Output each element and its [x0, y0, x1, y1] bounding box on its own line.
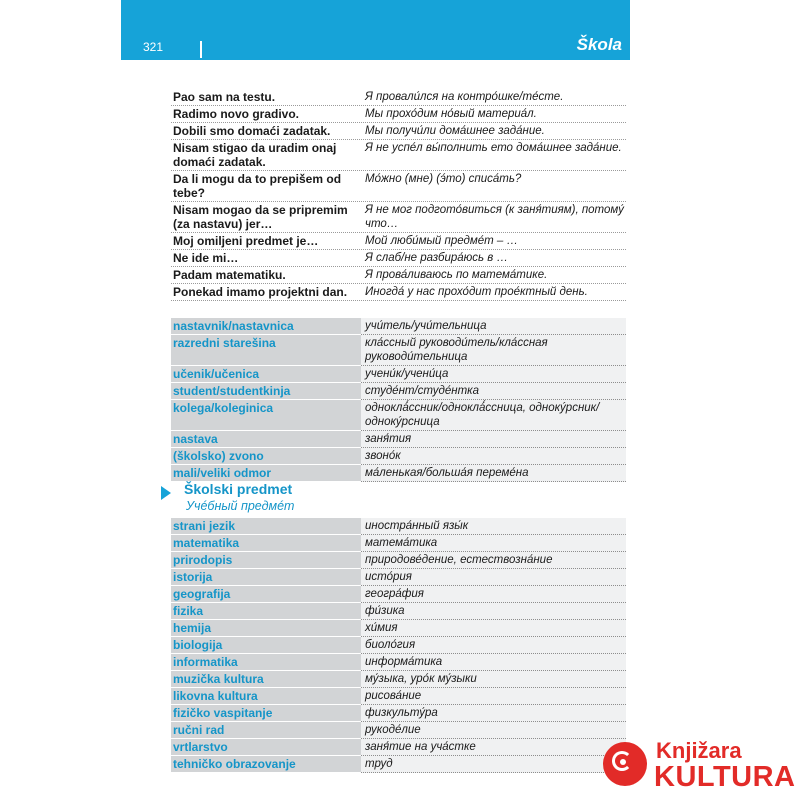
serbian-term: (školsko) zvono [171, 448, 361, 465]
russian-translation: матема́тика [361, 535, 626, 552]
phrase-row [171, 89, 626, 106]
russian-translation: рукоде́лие [361, 722, 626, 739]
vocab-list-subjects [171, 518, 626, 773]
serbian-term: učenik/učenica [171, 366, 361, 383]
serbian-term: muzička kultura [171, 671, 361, 688]
vocab-row [171, 431, 626, 448]
russian-translation: Мо́жно (мне) (э́то) списа́ть? [365, 173, 522, 185]
vocab-row [171, 688, 626, 705]
logo-line-2: KULTURA [654, 761, 796, 793]
russian-translation: Иногда́ у нас прохо́дит прое́ктный день. [365, 286, 588, 298]
russian-translation: учени́к/учени́ца [361, 366, 626, 383]
russian-translation: фи́зика [361, 603, 626, 620]
vocab-row [171, 722, 626, 739]
vocab-row [171, 637, 626, 654]
serbian-term: Pao sam na testu. [173, 90, 276, 104]
russian-translation: Мы получи́ли дома́шнее зада́ние. [365, 125, 545, 137]
vocab-row [171, 366, 626, 383]
russian-translation: рисова́ние [361, 688, 626, 705]
serbian-term: nastavnik/nastavnica [171, 318, 361, 335]
serbian-term: geografija [171, 586, 361, 603]
russian-translation: Я провали́лся на контро́шке/те́сте. [365, 91, 564, 103]
vocab-row [171, 586, 626, 603]
serbian-term: Da li mogu da to prepišem od tebe? [173, 172, 342, 200]
russian-translation: иностра́нный язы́к [361, 518, 626, 535]
russian-translation: му́зыка, уро́к му́зыки [361, 671, 626, 688]
vocab-row [171, 383, 626, 400]
serbian-term: tehničko obrazovanje [171, 756, 361, 773]
russian-translation: труд [361, 756, 626, 773]
triangle-arrow-icon [161, 486, 171, 500]
serbian-term: hemija [171, 620, 361, 637]
vocab-row [171, 603, 626, 620]
vocab-row [171, 739, 626, 756]
serbian-term: informatika [171, 654, 361, 671]
serbian-term: Moj omiljeni predmet je… [173, 234, 319, 248]
serbian-term: ručni rad [171, 722, 361, 739]
russian-translation: звоно́к [361, 448, 626, 465]
russian-translation: Я слаб/не разбира́юсь в … [365, 252, 508, 264]
russian-translation: геогра́фия [361, 586, 626, 603]
serbian-term: nastava [171, 431, 361, 448]
russian-translation: учи́тель/учи́тельница [361, 318, 626, 335]
serbian-term: Nisam mogao da se pripremim (za nastavu) jer… [173, 203, 348, 231]
russian-translation: исто́рия [361, 569, 626, 586]
serbian-term: biologija [171, 637, 361, 654]
serbian-term: Padam matematiku. [173, 268, 286, 282]
vocab-row [171, 335, 626, 366]
phrase-row [171, 123, 626, 140]
russian-translation: биоло́гия [361, 637, 626, 654]
serbian-term: student/studentkinja [171, 383, 361, 400]
serbian-term: fizika [171, 603, 361, 620]
vocab-row [171, 400, 626, 431]
vocab-row [171, 671, 626, 688]
vocab-row [171, 318, 626, 335]
serbian-term: likovna kultura [171, 688, 361, 705]
serbian-term: istorija [171, 569, 361, 586]
serbian-term: prirodopis [171, 552, 361, 569]
serbian-term: Radimo novo gradivo. [173, 107, 300, 121]
phrase-row [171, 233, 626, 250]
vocab-row [171, 569, 626, 586]
vocab-row [171, 705, 626, 722]
serbian-term: Nisam stigao da uradim onaj domaći zadatak. [173, 141, 337, 169]
serbian-term: mali/veliki odmor [171, 465, 361, 482]
russian-translation: одноклá́ссник/одноклá́ссница, однокýрсник/однокýрсница [361, 400, 626, 431]
logo-line-1: Knjižara [656, 738, 742, 763]
page-number: 321 [143, 40, 164, 54]
russian-translation: заня́тие на уча́стке [361, 739, 626, 756]
dictionary-page [121, 0, 630, 800]
russian-translation: заня́тия [361, 431, 626, 448]
vocab-row [171, 518, 626, 535]
russian-translation: Я не успе́л вы́полнить ето дома́шнее зада́ние. [365, 142, 622, 154]
serbian-term: vrtlarstvo [171, 739, 361, 756]
page-title: Škola [576, 35, 622, 54]
russian-translation: Мы прохо́дим но́вый материа́л. [365, 108, 537, 120]
vocab-row [171, 552, 626, 569]
phrase-row [171, 250, 626, 267]
vocab-row [171, 654, 626, 671]
header-divider [200, 41, 202, 58]
store-logo [596, 737, 800, 800]
phrase-row [171, 140, 626, 171]
vocab-row [171, 756, 626, 773]
russian-translation: Мой люби́мый предме́т – … [365, 235, 518, 247]
section-title: Školski predmet [184, 481, 293, 497]
russian-translation: Я прова́ливаюсь по матема́тике. [365, 269, 548, 281]
russian-translation: физкульту́ра [361, 705, 626, 722]
section-subtitle: Учéбный предмéт [186, 499, 295, 513]
russian-translation: информа́тика [361, 654, 626, 671]
vocab-list-people [171, 318, 626, 482]
vocab-row [171, 465, 626, 482]
phrase-row [171, 202, 626, 233]
russian-translation: Я не мог подгото́виться (к заня́тиям), потому́ что… [365, 204, 624, 230]
phrase-row [171, 106, 626, 123]
russian-translation: природове́дение, естествозна́ние [361, 552, 626, 569]
russian-translation: студе́нт/студе́нтка [361, 383, 626, 400]
serbian-term: kolega/koleginica [171, 400, 361, 431]
logo-disc-icon [603, 742, 647, 786]
russian-translation: хи́мия [361, 620, 626, 637]
serbian-term: razredni starešina [171, 335, 361, 366]
serbian-term: Dobili smo domaći zadatak. [173, 124, 331, 138]
serbian-term: strani jezik [171, 518, 361, 535]
vocab-row [171, 535, 626, 552]
phrase-row [171, 267, 626, 284]
serbian-term: Ponekad imamo projektni dan. [173, 285, 348, 299]
serbian-term: matematika [171, 535, 361, 552]
phrase-row [171, 171, 626, 202]
vocab-row [171, 448, 626, 465]
phrase-list [171, 89, 626, 301]
russian-translation: кла́ссный руководи́тель/кла́ссная руководи́тельница [361, 335, 626, 366]
serbian-term: Ne ide mi… [173, 251, 239, 265]
page-header [121, 0, 630, 60]
phrase-row [171, 284, 626, 301]
serbian-term: fizičko vaspitanje [171, 705, 361, 722]
vocab-row [171, 620, 626, 637]
russian-translation: ма́ленькая/больша́я переме́на [361, 465, 626, 482]
